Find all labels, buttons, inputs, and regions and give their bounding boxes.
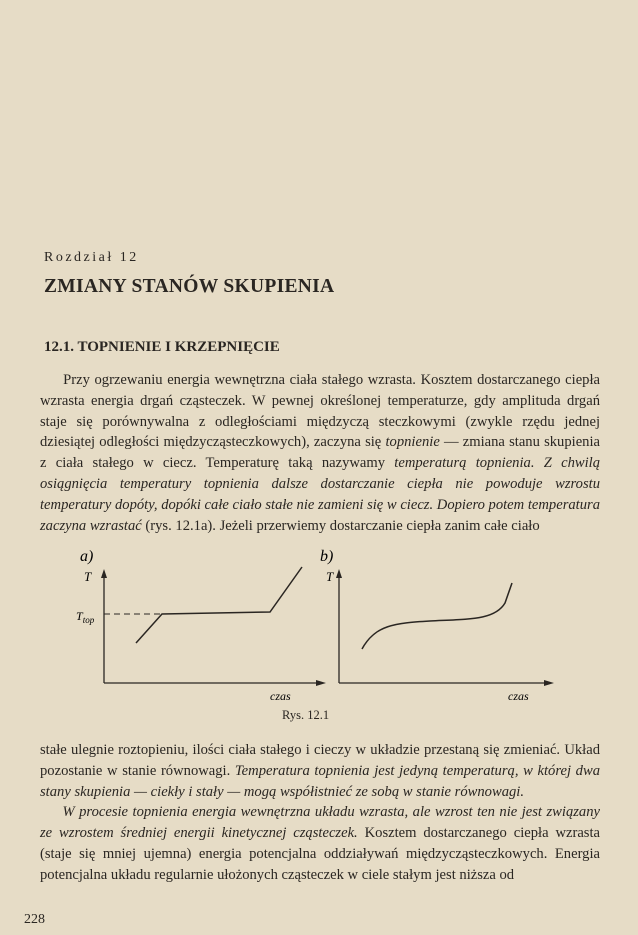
chapter-label: Rozdział 12 [44, 250, 139, 265]
x-axis-arrow [316, 680, 326, 686]
melting-curve-a [136, 567, 302, 643]
section-title: 12.1. TOPNIENIE I KRZEPNIĘCIE [44, 339, 280, 355]
paragraph-text: Układ pozostanie w stanie równowagi. [40, 742, 601, 779]
paragraph-text: — zmiana stanu skupienia z ciała stałego w ciecz. Temperaturę taką nazywamy [40, 434, 601, 472]
panel-a-diagram [76, 548, 326, 703]
y-axis-arrow [101, 569, 107, 578]
panel-b-label: b) [320, 548, 334, 565]
italic-statement: W procesie topnienia energia wewnętrzna układu wzrasta, ale wzrost ten nie jest związany ze wzrostem średniej energii kinetycznej cząsteczek. [40, 804, 600, 842]
paragraph-text: (rys. 12.1a). Jeżeli przerwiemy dostarczanie ciepła zanim całe ciało [141, 517, 540, 534]
x-axis-arrow [544, 680, 554, 686]
paragraph-topnienie [40, 370, 600, 536]
term-temperatura-topnienia: temperaturą topnienia. [394, 455, 535, 472]
melting-curve-b [362, 583, 512, 649]
page-number: 228 [24, 912, 45, 927]
panel-b-diagram [320, 548, 554, 703]
y-axis-arrow [336, 569, 342, 578]
term-topnienie: topnienie [385, 434, 440, 451]
axis-time-label-a: czas [270, 689, 291, 703]
italic-statement: Temperatura topnienia jest jedyną temperaturą, w której dwa stany skupienia — ciekły i stały — mogą współistnieć ze sobą w stanie równowagi. [40, 762, 600, 800]
axis-t-label: T [326, 569, 334, 584]
italic-statement: Z chwilą osiągnięcia temperatury topnienia dalsze dostarczanie ciepła nie powoduje wzrostu temperatury dopóty, dopóki całe ciało stałe nie zamieni się w ciecz. Dopiero potem temperatura zaczyna wzrastać [40, 455, 601, 534]
panel-a-label: a) [80, 548, 94, 565]
axis-t-label: T [84, 569, 92, 584]
figure-caption: Rys. 12.1 [282, 708, 330, 722]
t-top-label: $T_{top}$ [76, 609, 95, 625]
paragraph-text: Przy ogrzewaniu energia wewnętrzna ciała stałego wzrasta. Kosztem dostarczanego ciepła wzrasta energia drgań cząsteczek. W pewnej określonej temperaturze, gdy amplituda drgań staje się porównywalna z odległościami międzyczą steczkowymi (zwykle rzędu jednej dziesiątej odległości międzycząsteczkowych), zaczyna się [40, 372, 600, 451]
chapter-title: ZMIANY STANÓW SKUPIENIA [44, 276, 335, 297]
paragraph-text: stałe ulegnie roztopieniu, ilości ciała stałego i cieczy w układzie przestaną się zmieniać. [40, 742, 561, 758]
axis-time-label-b: czas [508, 689, 529, 703]
paragraph-rownowaga [40, 740, 600, 886]
paragraph-text: Kosztem dostarczanego ciepła wzrasta (staje się mniej ujemna) energia potencjalna oddziaływań międzycząsteczkowych. Energia potencjalna układu regularnie ułożonych cząsteczek w ciele stałym jest niższa od [40, 825, 601, 883]
figure-12-1 [70, 545, 570, 725]
